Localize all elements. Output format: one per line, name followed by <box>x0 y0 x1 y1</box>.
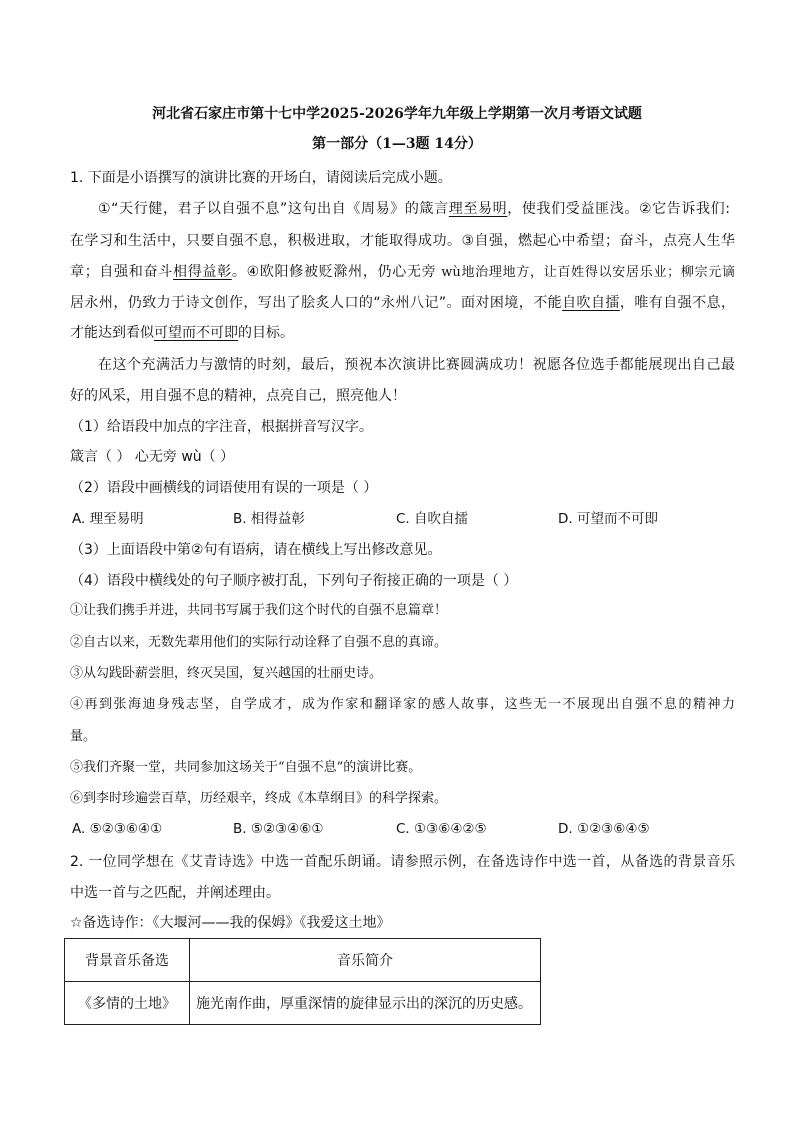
underlined-term-4: 可望而不可即 <box>154 325 238 341</box>
sentence-5: ⑤我们齐聚一堂，共同参加这场关于“自强不息”的演讲比赛。 <box>70 760 422 775</box>
table-row <box>65 982 541 1025</box>
sentence-1: ①让我们携手并进，共同书写属于我们这个时代的自强不息篇章！ <box>70 603 448 618</box>
underlined-term-1: 理至易明 <box>448 201 508 217</box>
sub4-option-a: A. ⑤②③⑥④① <box>72 821 163 837</box>
sentence-4: ④再到张海迪身残志坚，自学成才，成为作家和翻译家的感人故事，这些无一不展现出自强不息的精神力 <box>70 697 735 712</box>
question-2-stem-line-2: 中选一首与之匹配，并阐述理由。 <box>70 885 280 901</box>
question-2-stem-line-1: 2. 一位同学想在《艾青诗选》中选一首配乐朗诵。请参照示例，在备选诗作中选一首，从备选的背景音乐 <box>70 854 735 870</box>
table-cell: 施光南作曲，厚重深情的旋律显示出的深沉的历史感。 <box>190 982 541 1025</box>
exam-title: 河北省石家庄市第十七中学2025-2026学年九年级上学期第一次月考语文试题 <box>152 106 642 122</box>
underlined-term-3: 自吹自擂 <box>562 295 620 311</box>
passage-p2-line-2: 好的风采，用自强不息的精神，点亮自己，照亮他人！ <box>70 388 406 404</box>
sub2-option-d: D. 可望而不可即 <box>558 511 658 527</box>
sentence-2: ②自古以来，无数先辈用他们的实际行动诠释了自强不息的真谛。 <box>70 635 448 650</box>
sub2-option-c: C. 自吹自擂 <box>396 511 469 527</box>
table-header-row <box>65 939 541 982</box>
sub4-option-d: D. ①②③⑥④⑤ <box>558 821 650 837</box>
sub2-option-b: B. 相得益彰 <box>233 511 305 527</box>
sub-question-1: （1）给语段中加点的字注音，根据拼音写汉字。 <box>70 419 373 435</box>
table-header: 背景音乐备选 <box>65 939 190 982</box>
sentence-6: ⑥到李时珍遍尝百草，历经艰辛，终成《本草纲目》的科学探索。 <box>70 791 448 806</box>
passage-line-1: ①“天行健，君子以自强不息”这句出自《周易》的箴言理至易明，使我们受益匪浅。②它告诉我们: <box>98 201 730 217</box>
passage-line-5: 才能达到看似可望而不可即的目标。 <box>70 325 294 341</box>
passage-p2-line-1: 在这个充满活力与激情的时刻，最后，预祝本次演讲比赛圆满成功！祝愿各位选手都能展现出自己最 <box>98 357 735 373</box>
sentence-4-cont: 量。 <box>70 729 97 744</box>
passage-line-3: 章；自强和奋斗相得益彰。④欧阳修被贬滁州，仍心无旁 wù地治理地方，让百姓得以安居乐业；柳宗元谪 <box>70 264 736 280</box>
sub4-option-b: B. ⑤②③④⑥① <box>233 821 324 837</box>
sub2-option-a: A. 理至易明 <box>72 511 144 527</box>
table-header: 音乐简介 <box>190 939 541 982</box>
sub-question-4: （4）语段中横线处的句子顺序被打乱，下列句子衔接正确的一项是（ ） <box>70 573 518 589</box>
passage-line-4: 居永州，仍致力于诗文创作，写出了脍炙人口的“永州八记”。面对困境，不能自吹自擂，唯有自强不息， <box>70 295 735 311</box>
sub-question-3: （3）上面语段中第②句有语病，请在横线上写出修改意见。 <box>70 542 442 558</box>
underlined-term-2: 相得益彰 <box>173 264 232 280</box>
sub4-option-c: C. ①③⑥④②⑤ <box>396 821 487 837</box>
part-heading: 第一部分（1—3题 14分） <box>312 136 482 152</box>
passage-line-2: 在学习和生活中，只要自强不息，积极进取，才能取得成功。③自强，燃起心中希望；奋斗，点亮人生华 <box>70 233 735 249</box>
sub-question-1-blanks: 箴言（ ） 心无旁 wù（ ） <box>70 449 235 465</box>
question-1-stem: 1. 下面是小语撰写的演讲比赛的开场白，请阅读后完成小题。 <box>70 170 452 186</box>
table-cell: 《多情的土地》 <box>65 982 190 1025</box>
sentence-3: ③从勾践卧薪尝胆，终灭吴国，复兴越国的壮丽史诗。 <box>70 666 383 681</box>
candidate-poems: ☆备选诗作：《大堰河——我的保姆》《我爱这土地》 <box>70 915 391 931</box>
music-table <box>64 938 541 1025</box>
sub-question-2: （2）语段中画横线的词语使用有误的一项是（ ） <box>70 480 378 496</box>
